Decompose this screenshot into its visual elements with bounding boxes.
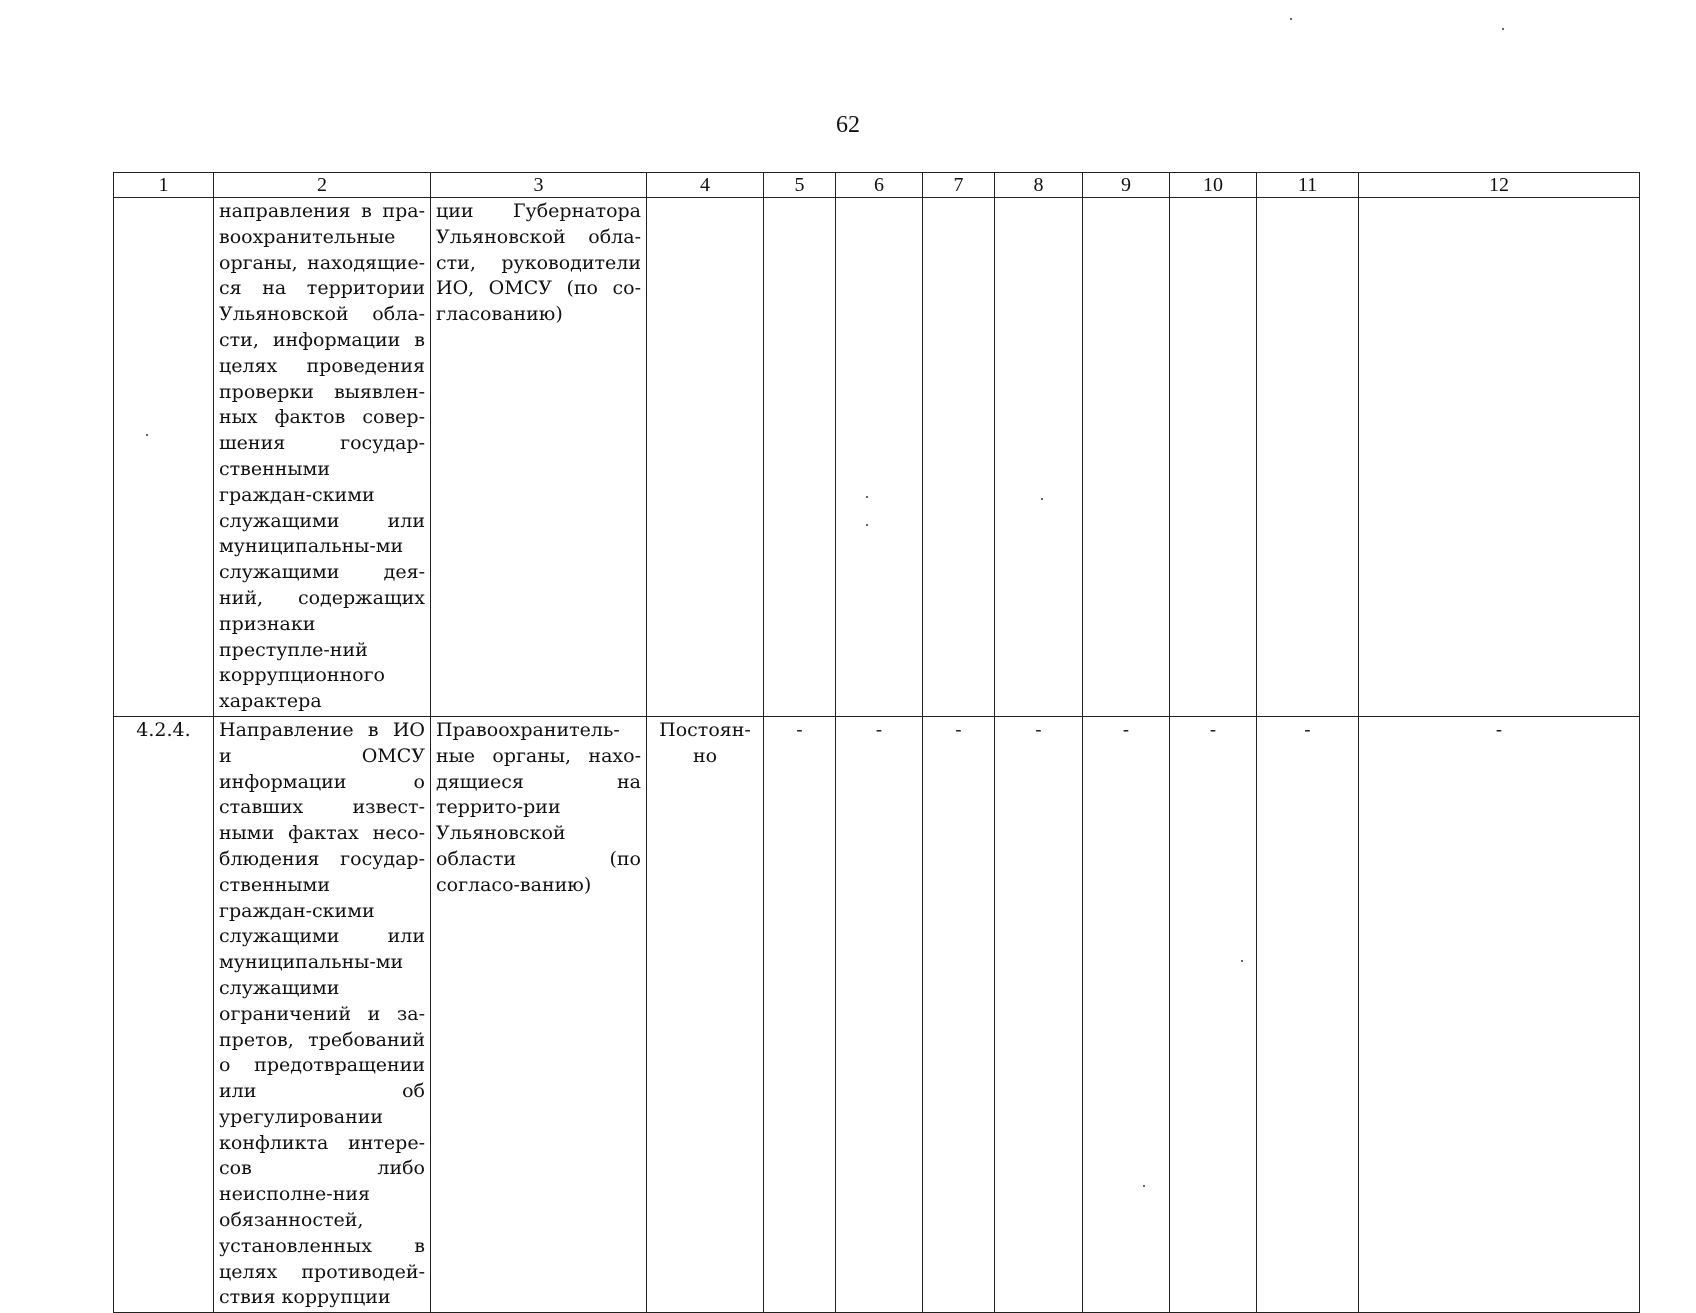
table-cell: - [764,716,836,1312]
scan-speck [1290,18,1292,20]
item-number [114,198,214,717]
table-row [114,716,1640,1312]
table-row [114,198,1640,717]
table-cell [1359,198,1640,717]
plan-table [113,172,1640,1313]
column-header: 12 [1359,173,1640,198]
column-header: 11 [1257,173,1359,198]
table-cell: - [995,716,1083,1312]
responsible-executors: Правоохранитель-ные органы, нахо-дящиеся на террито-рии Ульяновской области (по согласо-ванию) [431,716,647,1312]
column-header: 8 [995,173,1083,198]
scan-speck [1041,498,1043,500]
table-cell [923,198,995,717]
table-cell [1257,198,1359,717]
column-header: 5 [764,173,836,198]
column-header: 10 [1170,173,1257,198]
table-cell: - [1257,716,1359,1312]
scan-speck [146,434,148,436]
column-header: 7 [923,173,995,198]
table-cell [1170,198,1257,717]
column-header: 9 [1083,173,1170,198]
item-number: 4.2.4. [114,716,214,1312]
table-cell [1083,198,1170,717]
table-cell: - [923,716,995,1312]
header-row [114,173,1640,198]
table-cell: - [836,716,923,1312]
scan-speck [866,524,868,526]
table-cell: - [1083,716,1170,1312]
page-number: 62 [836,112,860,138]
table-cell [764,198,836,717]
scan-speck [866,496,868,498]
column-header: 6 [836,173,923,198]
scan-speck [1241,960,1243,962]
scan-speck [1143,1185,1145,1187]
responsible-executors: ции Губернатора Ульяновской обла-сти, руководители ИО, ОМСУ (по со-гласованию) [431,198,647,717]
scan-speck [1502,28,1504,30]
column-header: 1 [114,173,214,198]
table-cell: - [1170,716,1257,1312]
deadline [647,198,764,717]
deadline: Постоян-но [647,716,764,1312]
table-cell [995,198,1083,717]
table-cell [836,198,923,717]
column-header: 3 [431,173,647,198]
measure-description: Направление в ИО и ОМСУ информации о ставших извест-ными фактах несо-блюдения государ-ственными граждан-скими служащими или муниципальны-ми служащими ограничений и за-претов, требований о предотвращении или об урегулировании конфликта интере-сов либо неисполне-ния обязанностей, установленных в целях противодей-ствия коррупции [214,716,431,1312]
measure-description: направления в пра-воохранительные органы, находящие-ся на территории Ульяновской обла-сти, информации в целях проведения проверки выявлен-ных фактов совер-шения государ-ственными граждан-скими служащими или муниципальны-ми служащими дея-ний, содержащих признаки преступле-ний коррупционного характера [214,198,431,717]
column-header: 2 [214,173,431,198]
column-header: 4 [647,173,764,198]
table-cell: - [1359,716,1640,1312]
